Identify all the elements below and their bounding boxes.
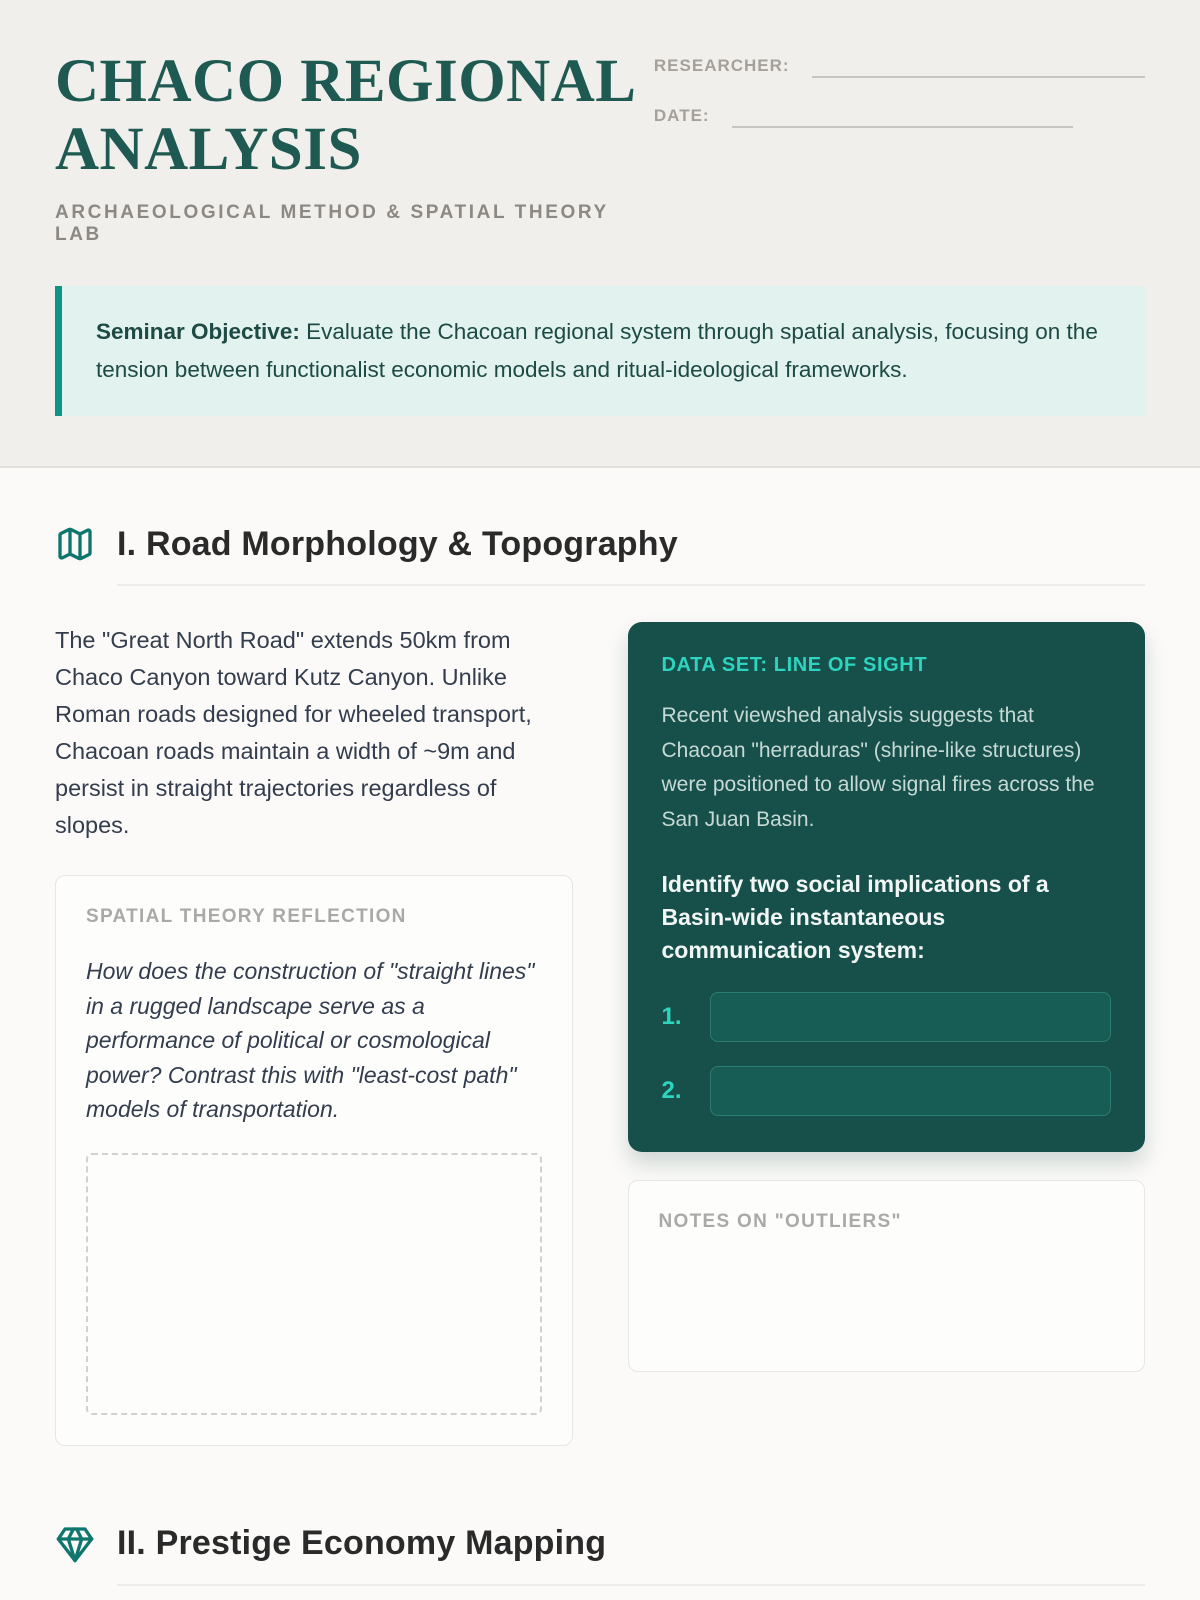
seminar-objective-callout: [55, 286, 1145, 417]
header-fill-fields: [654, 48, 1145, 128]
page-title: CHACO REGIONAL ANALYSIS: [55, 48, 634, 184]
answer-input-2[interactable]: [710, 1066, 1112, 1116]
objective-label: Seminar Objective:: [96, 318, 300, 344]
worksheet-body: [0, 524, 1200, 1586]
worksheet-header: [0, 0, 1200, 468]
section2-divider: [117, 1584, 1145, 1586]
map-icon: [55, 524, 95, 564]
section1-divider: [117, 584, 1145, 586]
section-road-morphology: [55, 524, 1145, 1446]
dataset-card: [628, 622, 1146, 1152]
section2-heading: [55, 1524, 1145, 1564]
outliers-notes-label: NOTES ON "OUTLIERS": [658, 1210, 902, 1232]
date-input-line[interactable]: [732, 104, 1073, 128]
section1-left-column: [55, 622, 573, 1446]
answer-row-2: [662, 1066, 1112, 1116]
section-prestige-economy: [55, 1524, 1145, 1586]
reflection-card: [55, 875, 573, 1446]
date-field-row: [654, 104, 1145, 128]
reflection-prompt: How does the construction of "straight lines" in a rugged landscape serve as a performance of political or cosmological power? Contrast this with "least-cost path" models of transportation.: [86, 958, 535, 1123]
dataset-prompt: Identify two social implications of a Basin-wide instantaneous communication system:: [661, 870, 1049, 964]
section2-title: II. Prestige Economy Mapping: [117, 1524, 607, 1563]
answer-number-1: 1.: [661, 1002, 682, 1030]
section1-heading: [55, 524, 1145, 564]
outliers-notes-card[interactable]: [628, 1180, 1146, 1372]
researcher-input-line[interactable]: [812, 54, 1145, 78]
reflection-answer-area[interactable]: [86, 1153, 542, 1415]
answer-input-1[interactable]: [710, 992, 1112, 1042]
researcher-field-row: [654, 54, 1145, 78]
date-label: DATE:: [653, 106, 710, 125]
objective-text: Evaluate the Chacoan regional system through spatial analysis, focusing on the tension between functionalist economic models and ritual-ideological frameworks.: [96, 318, 1098, 382]
dataset-body: Recent viewshed analysis suggests that Chacoan "herraduras" (shrine-like structures) were positioned to allow signal fires across the San Juan Basin.: [661, 704, 1095, 832]
page-subtitle: ARCHAEOLOGICAL METHOD & SPATIAL THEORY LAB: [55, 201, 609, 245]
section1-right-column: [628, 622, 1146, 1372]
dataset-label: DATA SET: LINE OF SIGHT: [661, 654, 928, 677]
objective-text-block: [96, 313, 1111, 390]
answer-number-2: 2.: [661, 1076, 682, 1104]
answer-row-1: [662, 992, 1112, 1042]
reflection-label: SPATIAL THEORY REFLECTION: [86, 906, 407, 928]
gem-icon: [55, 1524, 95, 1564]
section1-title: I. Road Morphology & Topography: [117, 524, 678, 563]
section1-paragraph: The "Great North Road" extends 50km from Chaco Canyon toward Kutz Canyon. Unlike Roman roads designed for wheeled transport, Chacoan roads maintain a width of ~9m and persist in straight trajectories regardless of slopes.: [55, 627, 532, 838]
researcher-label: RESEARCHER:: [653, 56, 790, 75]
